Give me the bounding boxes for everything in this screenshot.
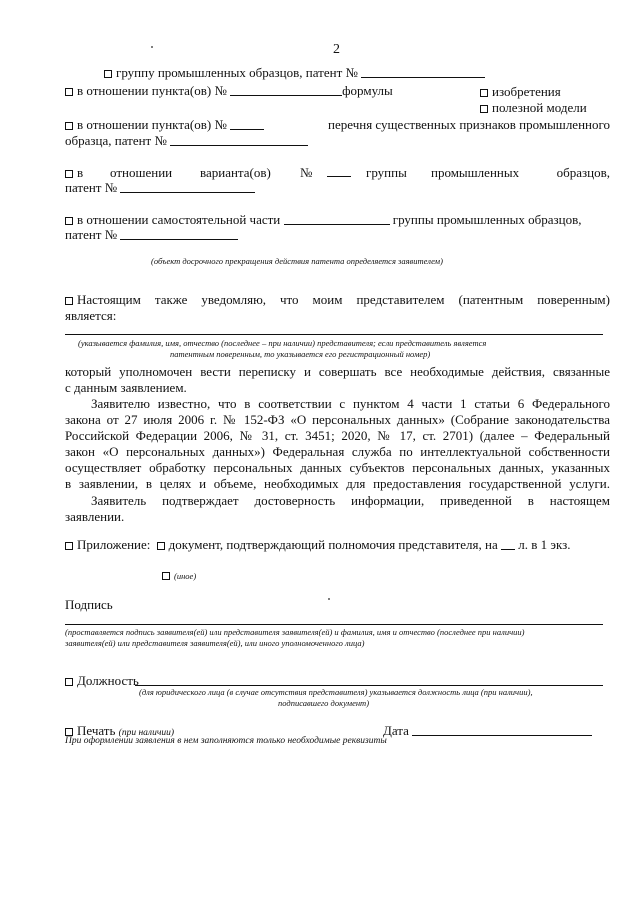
independent-patent-label: патент № xyxy=(65,227,118,242)
representative-text-2: с данным заявлением. xyxy=(65,380,187,395)
group-patent-label: группу промышленных образцов, патент № xyxy=(116,65,358,80)
variant-patent-label: патент № xyxy=(65,180,118,195)
independent-part-checkbox[interactable] xyxy=(65,217,73,225)
personal-data-line-5: осуществляет обработку персональных данных субъектов персональных данных, указанных xyxy=(65,460,610,475)
scan-speck xyxy=(151,46,153,48)
personal-data-line-3: Российской Федерации 2006, № 31, ст. 3451; 2020, № 17, ст. 2701) (далее – Федеральный xyxy=(65,428,610,443)
personal-data-line-1: Заявителю известно, что в соответствии с пунктом 4 части 1 статьи 6 Федерального xyxy=(91,396,610,411)
position-field[interactable] xyxy=(135,685,603,686)
formulas-label: формулы xyxy=(342,83,393,98)
invention-checkbox[interactable] xyxy=(480,89,488,97)
essential-patent-line xyxy=(65,134,308,147)
variant-word-c: варианта(ов) xyxy=(200,165,271,180)
variant-word-a: в xyxy=(77,165,84,180)
representative-is-label: является: xyxy=(65,308,117,323)
essential-number-field[interactable] xyxy=(230,119,264,130)
attachment-checkbox[interactable] xyxy=(65,542,73,550)
signature-hint-1: (проставляется подпись заявителя(ей) или представителя заявителя(ей) и фамилия, имя и отчество (последнее при наличии) xyxy=(65,627,525,637)
signature-label: Подпись xyxy=(65,597,113,612)
representative-name-field[interactable] xyxy=(65,334,603,335)
other-label: (иное) xyxy=(174,571,197,581)
representative-text-1: который уполномочен вести переписку и совершать все необходимые действия, связанные xyxy=(65,364,610,379)
paragraphs-formula-checkbox[interactable] xyxy=(65,88,73,96)
confirm-line-2: заявлении. xyxy=(65,509,125,524)
authority-doc-label: документ, подтверждающий полномочия представителя, на xyxy=(168,537,498,552)
paragraphs-number-field[interactable] xyxy=(230,85,342,96)
group-patent-field[interactable] xyxy=(361,67,485,78)
pages-count-field[interactable] xyxy=(501,539,515,550)
personal-data-line-4: закон «О персональных данных») Федеральная служба по интеллектуальной собственности xyxy=(65,444,610,459)
personal-data-line-2: закона от 27 июля 2006 г. № 152-ФЗ «О персональных данных» (Собрание законодательства xyxy=(65,412,610,427)
position-hint-2: подписавшего документ) xyxy=(278,698,370,708)
representative-hint-1: (указывается фамилия, имя, отчество (последнее – при наличии) представителя; если представитель является xyxy=(78,338,487,348)
stamp-label: Печать xyxy=(77,723,116,738)
essential-patent-label: образца, патент № xyxy=(65,133,167,148)
variant-word-f: промышленных xyxy=(431,165,520,180)
stamp-hint: (при наличии) xyxy=(118,728,175,738)
independent-patent-field[interactable] xyxy=(120,229,238,240)
group-patent-line xyxy=(104,66,485,79)
personal-data-line-6: в заявлении, в целях и объеме, необходимых для предоставления государственной услуги. xyxy=(65,476,610,491)
other-option xyxy=(162,568,196,581)
paragraphs-formula-label: в отношении пункта(ов) № xyxy=(77,83,227,98)
pages-copies-label: л. в 1 экз. xyxy=(518,537,571,552)
stamp-checkbox[interactable] xyxy=(65,728,73,736)
attachment-line xyxy=(65,538,570,551)
representative-line xyxy=(65,293,610,306)
representative-label: Настоящим также уведомляю, что моим представителем (патентным поверенным) xyxy=(77,292,610,307)
signature-field[interactable] xyxy=(65,624,603,625)
attachment-label: Приложение: xyxy=(77,537,151,552)
other-checkbox[interactable] xyxy=(162,572,170,580)
independent-part-label-b: группы промышленных образцов, xyxy=(392,212,582,227)
position-hint-1: (для юридического лица (в случае отсутствия представителя) указывается должность лица (при наличии), xyxy=(139,687,533,697)
confirm-line-1: Заявитель подтверждает достоверность информации, приведенной в настоящем xyxy=(91,493,610,508)
page-number: 2 xyxy=(333,42,340,57)
independent-patent-line xyxy=(65,228,238,241)
independent-part-label: в отношении самостоятельной части xyxy=(77,212,281,227)
footer-note: При оформлении заявления в нем заполняются только необходимые реквизиты xyxy=(65,736,387,746)
date-line xyxy=(383,724,592,737)
signature-hint-2: заявителя(ей) или представителя заявителя(ей), или иного уполномоченного лица) xyxy=(65,638,365,648)
variant-word-b: отношении xyxy=(110,165,173,180)
group-patent-checkbox[interactable] xyxy=(104,70,112,78)
paragraphs-formula-line xyxy=(65,84,393,97)
variant-patent-field[interactable] xyxy=(120,182,255,193)
variant-word-e: группы xyxy=(366,165,407,180)
utility-model-label: полезной модели xyxy=(492,100,587,115)
position-checkbox[interactable] xyxy=(65,678,73,686)
position-label: Должность xyxy=(77,673,139,688)
essential-patent-field[interactable] xyxy=(170,135,308,146)
utility-model-checkbox[interactable] xyxy=(480,105,488,113)
representative-hint-2: патентным поверенным, то указывается его регистрационный номер) xyxy=(170,349,431,359)
utility-model-option xyxy=(480,101,587,114)
invention-label: изобретения xyxy=(492,84,561,99)
scan-speck xyxy=(328,598,330,600)
essential-features-checkbox[interactable] xyxy=(65,122,73,130)
variant-word-g: образцов, xyxy=(556,165,610,180)
essential-label-a: в отношении пункта(ов) № xyxy=(77,117,227,132)
representative-checkbox[interactable] xyxy=(65,297,73,305)
authority-doc-checkbox[interactable] xyxy=(157,542,165,550)
object-hint: (объект досрочного прекращения действия патента определяется заявителем) xyxy=(151,256,443,266)
variant-checkbox[interactable] xyxy=(65,170,73,178)
variant-number-field[interactable] xyxy=(327,166,351,177)
variant-patent-line xyxy=(65,181,255,194)
position-line xyxy=(65,674,139,687)
essential-features-line xyxy=(65,118,610,131)
date-label: Дата xyxy=(383,723,409,738)
independent-part-line xyxy=(65,213,582,226)
variant-word-d: № xyxy=(300,165,313,180)
invention-option xyxy=(480,85,561,98)
independent-part-field[interactable] xyxy=(284,214,390,225)
date-field[interactable] xyxy=(412,725,592,736)
essential-label-b: перечня существенных признаков промышленного xyxy=(328,117,610,132)
